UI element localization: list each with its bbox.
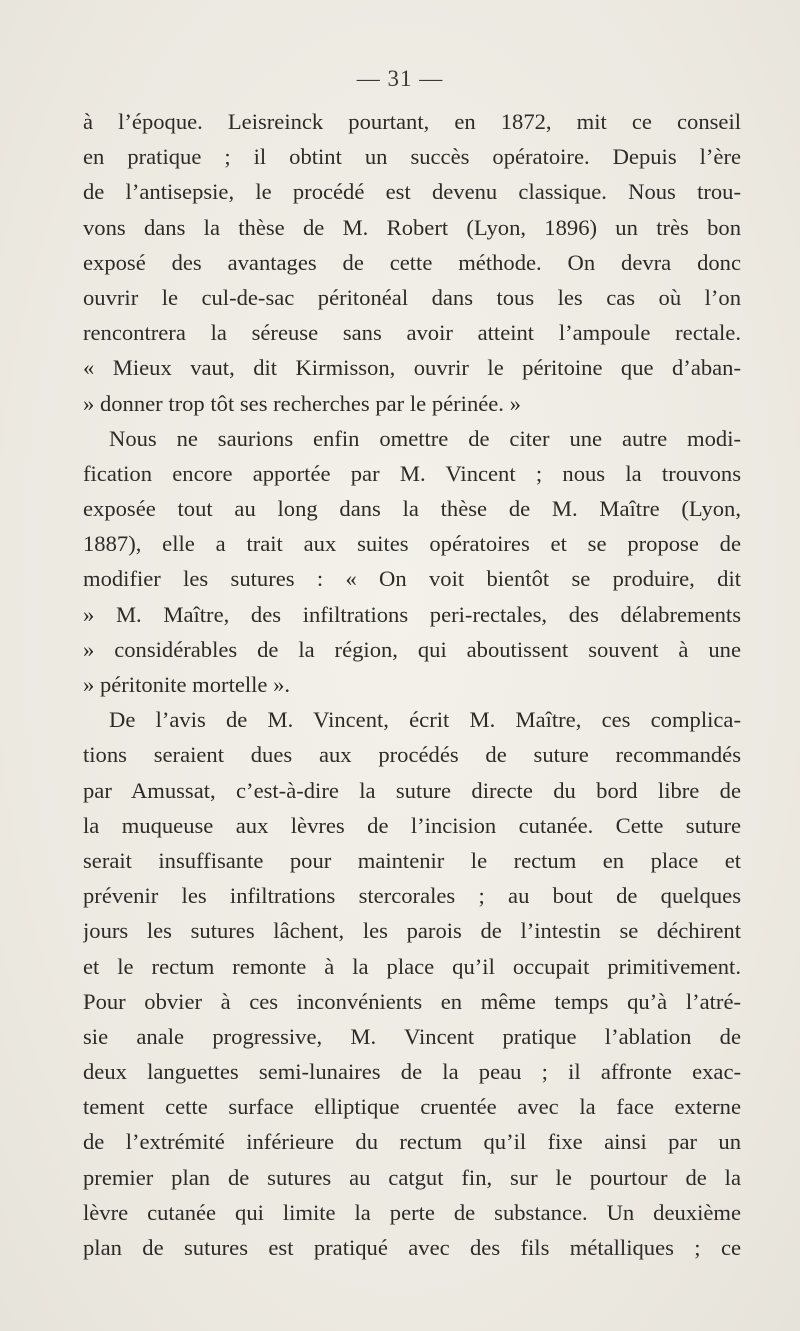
text-line: fication encore apportée par M. Vincent ; nous la trouvons	[83, 460, 741, 486]
text-line: lèvre cutanée qui limite la perte de substance. Un deuxième	[83, 1199, 741, 1225]
body-text	[83, 104, 741, 1265]
text-line: prévenir les infiltrations stercorales ; au bout de quelques	[83, 883, 741, 909]
text-line: Pour obvier à ces inconvénients en même temps qu’à l’atré-	[83, 988, 741, 1014]
text-line: à l’époque. Leisreinck pourtant, en 1872, mit ce conseil	[83, 109, 741, 134]
text-line: tions seraient dues aux procédés de suture recommandés	[83, 742, 741, 768]
text-line: ouvrir le cul-de-sac péritonéal dans tous les cas où l’on	[83, 284, 741, 310]
text-line: » M. Maître, des infiltrations peri-rectales, des délabrements	[83, 601, 741, 627]
text-line: » péritonite mortelle ».	[83, 672, 291, 697]
text-line: » donner trop tôt ses recherches par le périnée. »	[83, 390, 521, 416]
text-line: modifier les sutures : « On voit bientôt se produire, dit	[83, 566, 741, 592]
text-line: sie anale progressive, M. Vincent pratique l’ablation de	[83, 1023, 741, 1049]
text-line: rencontrera la séreuse sans avoir atteint l’ampoule rectale.	[83, 320, 741, 346]
text-line: serait insuffisante pour maintenir le rectum en place et	[83, 847, 741, 873]
text-line: deux languettes semi-lunaires de la peau ; il affronte exac-	[83, 1059, 741, 1085]
text-line: exposée tout au long dans la thèse de M. Maître (Lyon,	[83, 496, 741, 522]
text-line: de l’antisepsie, le procédé est devenu classique. Nous trou-	[83, 179, 741, 205]
text-line: en pratique ; il obtint un succès opératoire. Depuis l’ère	[83, 144, 741, 170]
text-line: la muqueuse aux lèvres de l’incision cutanée. Cette suture	[83, 812, 741, 838]
text-line: « Mieux vaut, dit Kirmisson, ouvrir le péritoine que d’aban-	[83, 355, 741, 381]
text-line: de l’extrémité inférieure du rectum qu’il fixe ainsi par un	[83, 1129, 741, 1155]
text-line: premier plan de sutures au catgut fin, sur le pourtour de la	[83, 1164, 741, 1190]
text-line: exposé des avantages de cette méthode. On devra donc	[83, 249, 741, 275]
text-line: 1887), elle a trait aux suites opératoires et se propose de	[83, 531, 741, 557]
text-line: vons dans la thèse de M. Robert (Lyon, 1896) un très bon	[83, 214, 741, 240]
text-line: plan de sutures est pratiqué avec des fils métalliques ; ce	[83, 1235, 741, 1260]
page-number: — 31 —	[356, 66, 444, 91]
text-line: et le rectum remonte à la place qu’il occupait primitivement.	[83, 953, 741, 979]
text-line: tement cette surface elliptique cruentée avec la face externe	[83, 1094, 741, 1120]
text-line: Nous ne saurions enfin omettre de citer une autre modi-	[109, 425, 741, 451]
text-line: jours les sutures lâchent, les parois de l’intestin se déchirent	[83, 918, 741, 944]
text-line: » considérables de la région, qui aboutissent souvent à une	[83, 636, 741, 662]
text-line: De l’avis de M. Vincent, écrit M. Maître, ces complica-	[109, 707, 741, 733]
text-line: par Amussat, c’est-à-dire la suture directe du bord libre de	[83, 777, 741, 803]
